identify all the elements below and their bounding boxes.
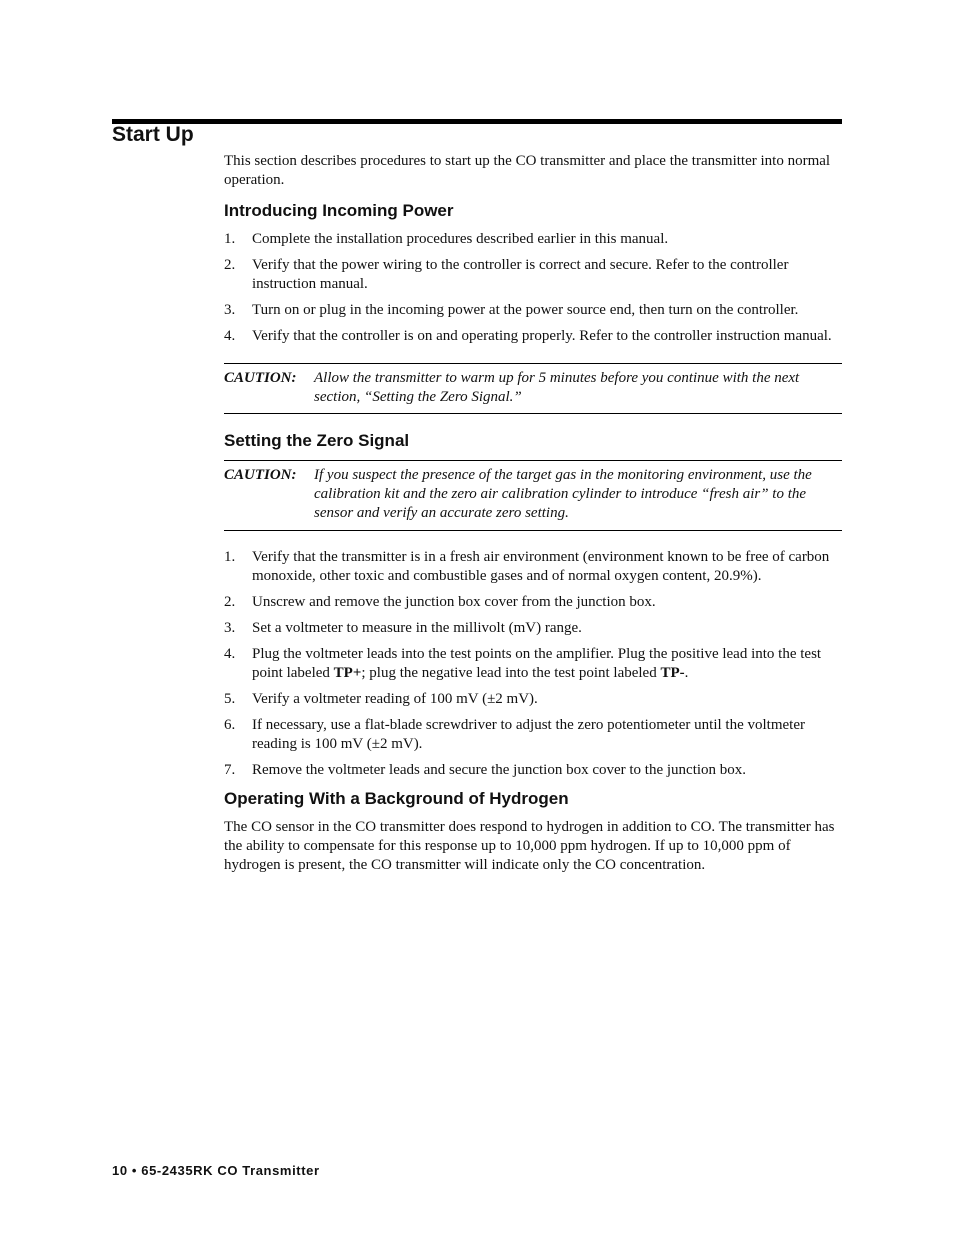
list-item: 5. Verify a voltmeter reading of 100 mV (±2 mV). — [224, 691, 538, 707]
list-item: 1. Complete the installation procedures described earlier in this manual. — [224, 231, 669, 247]
zero-steps — [224, 548, 842, 780]
intro-paragraph: This section describes procedures to start up the CO transmitter and place the transmitter into normal operation. — [224, 153, 831, 188]
list-item: 4. Plug the voltmeter leads into the test points on the amplifier. Plug the positive lead into the test point labeled TP+; plug the negative lead into the test point labeled TP-. — [224, 646, 822, 681]
list-item: 3. Turn on or plug in the incoming power at the power source end, then turn on the controller. — [224, 302, 799, 318]
tp-minus-label: TP- — [660, 665, 685, 681]
page-footer: 10 • 65-2435RK CO Transmitter — [112, 1163, 320, 1178]
list-item: 6. If necessary, use a flat-blade screwdriver to adjust the zero potentiometer until the voltmeter reading is 100 mV (±2 mV). — [224, 717, 805, 752]
hydrogen-paragraph: The CO sensor in the CO transmitter does respond to hydrogen in addition to CO. The transmitter has the ability to compensate for this response up to 10,000 ppm hydrogen. If up to 10,000 ppm of hydrogen is present, the CO transmitter will indicate only the CO concentration. — [224, 819, 835, 873]
zero-caution — [224, 460, 842, 531]
power-heading: Introducing Incoming Power — [224, 201, 454, 220]
hydrogen-heading: Operating With a Background of Hydrogen — [224, 789, 569, 808]
warmup-caution — [224, 363, 842, 414]
list-item: 4. Verify that the controller is on and operating properly. Refer to the controller instruction manual. — [224, 328, 832, 344]
power-steps — [224, 230, 842, 346]
tp-plus-label: TP+ — [333, 665, 362, 681]
caution-label: CAUTION: — [224, 467, 297, 483]
section-title: Start Up — [112, 123, 194, 146]
caution-label: CAUTION: — [224, 370, 297, 386]
section-top-rule — [112, 119, 842, 124]
caution-text: If you suspect the presence of the target gas in the monitoring environment, use the calibration kit and the zero air calibration cylinder to introduce “fresh air” to the sensor and verify an accurate zero setting. — [314, 467, 812, 521]
list-item: 2. Unscrew and remove the junction box cover from the junction box. — [224, 594, 656, 610]
caution-text: Allow the transmitter to warm up for 5 minutes before you continue with the next section, “Setting the Zero Signal.” — [314, 370, 800, 405]
zero-heading: Setting the Zero Signal — [224, 431, 410, 450]
list-item: 7. Remove the voltmeter leads and secure the junction box cover to the junction box. — [224, 762, 747, 778]
list-item: 2. Verify that the power wiring to the controller is correct and secure. Refer to the controller instruction manual. — [224, 257, 789, 292]
document-body — [224, 152, 842, 875]
list-item: 3. Set a voltmeter to measure in the millivolt (mV) range. — [224, 620, 582, 636]
list-item: 1. Verify that the transmitter is in a fresh air environment (environment known to be free of carbon monoxide, other toxic and combustible gases and of normal oxygen content, 20.9%). — [224, 549, 830, 584]
